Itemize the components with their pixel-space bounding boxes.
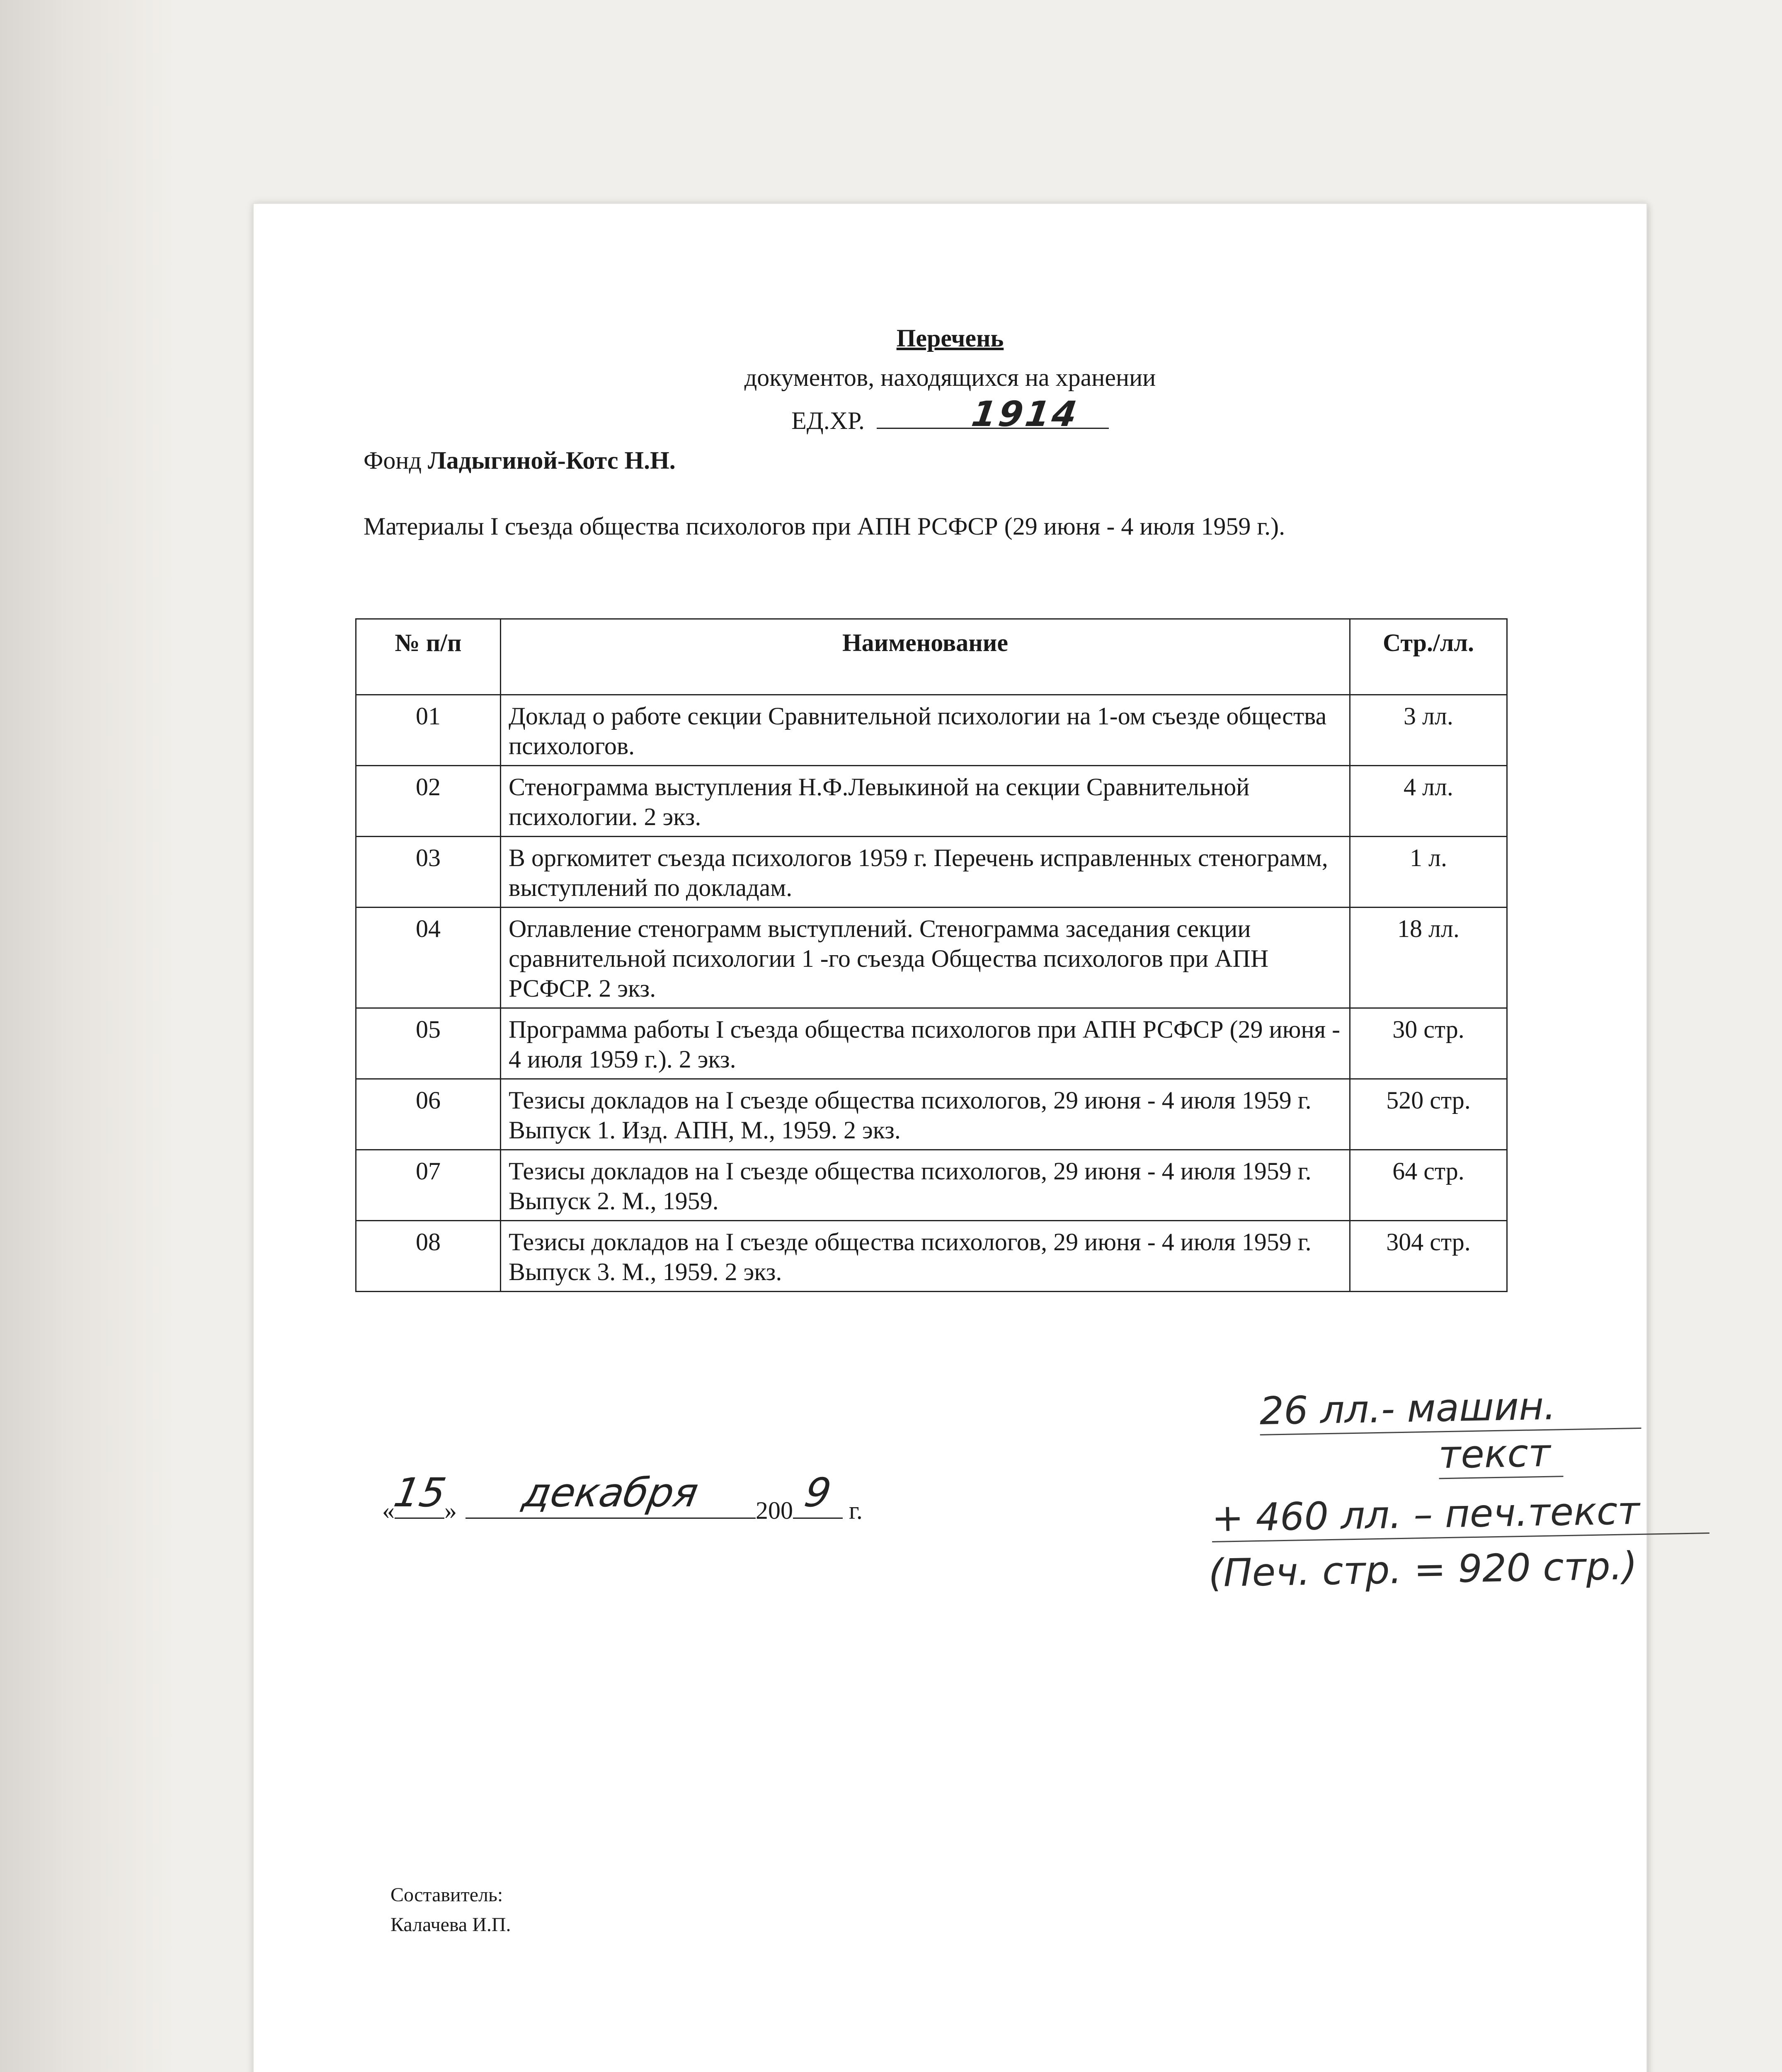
row-number: 07 [356,1150,501,1221]
note-line-1: 26 лл.- машин. [1259,1382,1641,1435]
date-day-field [390,1469,450,1519]
row-number: 05 [356,1008,501,1079]
row-name: Тезисы докладов на I съезде общества психологов, 29 июня - 4 июля 1959 г. Выпуск 2. М., 1959. [501,1150,1350,1221]
fond-line [364,446,676,475]
row-name: Программа работы I съезда общества психологов при АПН РСФСР (29 июня - 4 июля 1959 г.). 2 экз. [501,1008,1350,1079]
date-open-quote: « [382,1497,395,1524]
header-pages: Стр./лл. [1350,619,1507,695]
table-row [356,908,1507,1008]
table-row [356,695,1507,766]
storage-unit-line [254,394,1646,435]
date-line [382,1469,863,1525]
document-subtitle: документов, находящихся на хранении [744,364,1156,391]
row-number: 06 [356,1079,501,1150]
date-suffix: г. [849,1497,863,1524]
row-name: Оглавление стенограмм выступлений. Стенограмма заседания секции сравнительной психологии 1 -го съезда Общества психологов при АПН РСФСР. 2 экз. [501,908,1350,1008]
row-pages: 520 стр. [1350,1079,1507,1150]
date-month: декабря [519,1469,702,1516]
date-close-quote: » [444,1497,457,1524]
materials-description: Материалы I съезда общества психологов при АПН РСФСР (29 июня - 4 июля 1959 г.). [364,513,1285,540]
row-name: Тезисы докладов на I съезде общества психологов, 29 июня - 4 июля 1959 г. Выпуск 3. М., 1959. 2 экз. [501,1221,1350,1292]
storage-unit-number: 1914 [969,394,1082,434]
header-number: № п/п [356,619,501,695]
row-number: 03 [356,837,501,908]
table-row [356,1079,1507,1150]
row-number: 08 [356,1221,501,1292]
compiler-label: Составитель: [390,1884,503,1906]
row-pages: 1 л. [1350,837,1507,908]
compiler-block [390,1880,511,1940]
row-name: Доклад о работе секции Сравнительной психологии на 1-ом съезде общества психологов. [501,695,1350,766]
row-name: Тезисы докладов на I съезде общества психологов, 29 июня - 4 июля 1959 г. Выпуск 1. Изд. АПН, М., 1959. 2 экз. [501,1079,1350,1150]
date-month-field [466,1469,756,1519]
table-row [356,1008,1507,1079]
header-name: Наименование [501,619,1350,695]
inventory-table [355,618,1508,1292]
table-row [356,1150,1507,1221]
row-pages: 3 лл. [1350,695,1507,766]
row-name: В оргкомитет съезда психологов 1959 г. Перечень исправленных стенограмм, выступлений по докладам. [501,837,1350,908]
date-year-prefix: 200 [756,1497,793,1524]
note-line-4: (Печ. стр. = 920 стр.) [1208,1544,1638,1596]
row-pages: 4 лл. [1350,766,1507,837]
storage-unit-label: ЕД.ХР. [791,407,865,434]
scan-shadow [0,0,174,2072]
table-row [356,837,1507,908]
date-year-digit: 9 [801,1469,835,1516]
note-line-2: текст [1438,1430,1564,1479]
table-row [356,766,1507,837]
note-line-3: + 460 лл. – печ.текст [1211,1487,1709,1542]
row-number: 04 [356,908,501,1008]
row-name: Стенограмма выступления Н.Ф.Левыкиной на секции Сравнительной психологии. 2 экз. [501,766,1350,837]
row-pages: 64 стр. [1350,1150,1507,1221]
compiler-name: Калачева И.П. [390,1914,511,1936]
date-day: 15 [390,1469,450,1516]
document-sheet [253,203,1647,2072]
document-title: Перечень [896,324,1004,352]
storage-unit-field [877,394,1109,434]
row-number: 02 [356,766,501,837]
date-year-field [793,1469,843,1519]
fond-label: Фонд [364,447,422,474]
row-pages: 18 лл. [1350,908,1507,1008]
table-row [356,1221,1507,1292]
row-number: 01 [356,695,501,766]
row-pages: 304 стр. [1350,1221,1507,1292]
handwritten-note [1197,1380,1748,1597]
fond-name: Ладыгиной-Котс Н.Н. [428,447,676,474]
row-pages: 30 стр. [1350,1008,1507,1079]
table-header-row [356,619,1507,695]
